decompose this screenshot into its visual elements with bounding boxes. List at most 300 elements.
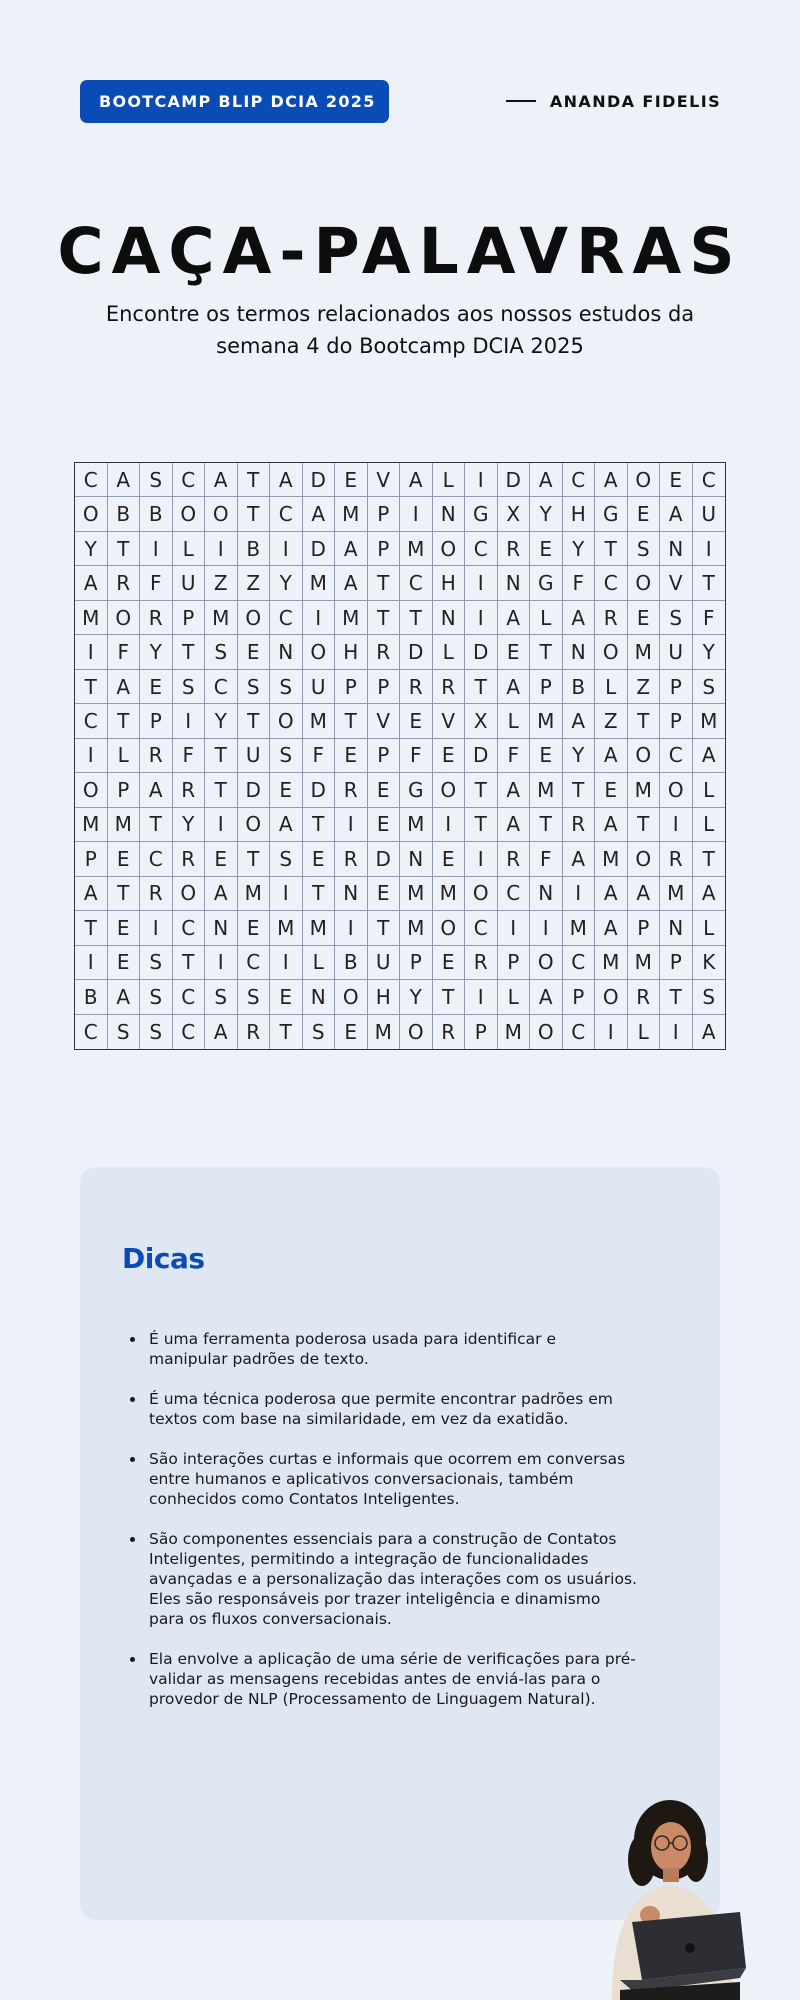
tip-text: É uma ferramenta poderosa usada para identificar e manipular padrões de texto. [149,1330,557,1368]
grid-cell: T [238,704,271,738]
grid-cell: O [628,739,661,773]
grid-cell: L [693,773,726,807]
grid-cell: T [270,1015,303,1049]
grid-cell: S [270,842,303,876]
grid-cell: V [368,704,401,738]
grid-cell: R [140,601,173,635]
bullet-icon [130,1537,135,1542]
grid-cell: E [433,842,466,876]
grid-cell: E [628,601,661,635]
grid-cell: D [400,635,433,669]
tip-text: São interações curtas e informais que ocorrem em conversas entre humanos e aplicativos conversacionais, também conhecidos como Contatos Inteligentes. [149,1450,626,1508]
grid-cell: I [335,911,368,945]
grid-cell: I [270,946,303,980]
grid-cell: I [595,1015,628,1049]
grid-cell: M [660,877,693,911]
tip-text: São componentes essenciais para a construção de Contatos Inteligentes, permitindo a integração de funcionalidades avançadas e a personalização das interações com os usuários. Eles são responsáveis por trazer inteligência e dinamismo para os fluxos conversacionais. [149,1530,637,1628]
grid-cell: S [140,946,173,980]
grid-cell: N [335,877,368,911]
grid-cell: C [270,497,303,531]
grid-cell: P [335,670,368,704]
grid-cell: N [660,532,693,566]
grid-cell: Y [530,497,563,531]
grid-cell: M [335,497,368,531]
grid-cell: G [400,773,433,807]
grid-cell: U [660,635,693,669]
grid-cell: O [595,980,628,1014]
grid-cell: R [563,808,596,842]
grid-cell: D [303,773,336,807]
grid-cell: M [400,911,433,945]
presenter-photo [590,1790,750,2000]
grid-cell: S [238,670,271,704]
grid-cell: O [173,877,206,911]
grid-cell: C [563,463,596,497]
grid-cell: S [140,463,173,497]
grid-cell: S [270,670,303,704]
grid-cell: P [563,980,596,1014]
grid-cell: R [140,739,173,773]
grid-cell: L [173,532,206,566]
grid-cell: P [530,670,563,704]
grid-cell: Z [238,566,271,600]
grid-cell: M [400,808,433,842]
grid-cell: A [205,463,238,497]
bootcamp-badge: BOOTCAMP BLIP DCIA 2025 [80,80,389,123]
grid-cell: A [270,808,303,842]
grid-cell: F [400,739,433,773]
grid-cell: I [75,739,108,773]
grid-cell: O [660,773,693,807]
author-name: ANANDA FIDELIS [549,91,721,111]
grid-cell: R [498,842,531,876]
grid-cell: C [205,670,238,704]
grid-cell: A [335,532,368,566]
grid-cell: O [335,980,368,1014]
grid-cell: E [335,463,368,497]
grid-cell: Y [563,532,596,566]
grid-cell: I [465,980,498,1014]
grid-cell: A [303,497,336,531]
tips-title: Dicas [122,1242,205,1275]
grid-cell: R [400,670,433,704]
grid-cell: M [498,1015,531,1049]
grid-cell: E [238,911,271,945]
grid-cell: A [563,704,596,738]
grid-cell: E [368,773,401,807]
grid-cell: N [530,877,563,911]
grid-cell: G [465,497,498,531]
grid-cell: A [628,877,661,911]
grid-cell: D [303,463,336,497]
grid-cell: C [173,911,206,945]
grid-cell: T [205,739,238,773]
grid-cell: I [303,601,336,635]
grid-cell: I [465,566,498,600]
grid-cell: I [465,601,498,635]
grid-cell: P [75,842,108,876]
grid-cell: I [498,911,531,945]
grid-cell: A [563,842,596,876]
grid-cell: O [433,532,466,566]
grid-cell: H [433,566,466,600]
tip-item [149,1649,639,1709]
grid-cell: A [563,601,596,635]
grid-cell: T [530,808,563,842]
grid-cell: D [303,532,336,566]
grid-cell: O [173,497,206,531]
grid-cell: O [595,635,628,669]
apple-logo-icon [685,1943,695,1953]
grid-cell: A [140,773,173,807]
grid-cell: R [335,842,368,876]
grid-cell: M [303,566,336,600]
grid-cell: L [303,946,336,980]
grid-cell: V [433,704,466,738]
grid-cell: T [660,980,693,1014]
grid-cell: M [270,911,303,945]
grid-cell: O [465,877,498,911]
grid-cell: R [238,1015,271,1049]
grid-cell: X [465,704,498,738]
grid-cell: R [173,842,206,876]
grid-cell: I [75,635,108,669]
grid-cell: A [108,670,141,704]
grid-cell: T [693,566,726,600]
grid-cell: R [335,773,368,807]
grid-cell: O [530,1015,563,1049]
grid-cell: F [693,601,726,635]
grid-cell: O [530,946,563,980]
grid-cell: O [205,497,238,531]
grid-cell: M [595,842,628,876]
grid-cell: I [660,1015,693,1049]
grid-cell: Y [173,808,206,842]
grid-cell: T [530,635,563,669]
grid-cell: T [303,808,336,842]
grid-cell: C [400,566,433,600]
grid-cell: I [530,911,563,945]
grid-cell: C [238,946,271,980]
grid-cell: P [108,773,141,807]
grid-cell: G [595,497,628,531]
grid-cell: F [173,739,206,773]
grid-cell: B [563,670,596,704]
grid-cell: T [173,635,206,669]
grid-cell: B [140,497,173,531]
grid-cell: O [628,463,661,497]
grid-cell: O [108,601,141,635]
grid-cell: G [530,566,563,600]
grid-cell: A [595,808,628,842]
grid-cell: I [270,532,303,566]
grid-cell: C [563,946,596,980]
grid-cell: H [335,635,368,669]
grid-cell: I [693,532,726,566]
grid-cell: N [205,911,238,945]
grid-cell: Y [693,635,726,669]
grid-cell: A [75,566,108,600]
grid-cell: C [173,980,206,1014]
grid-cell: B [335,946,368,980]
grid-cell: L [433,635,466,669]
grid-cell: U [238,739,271,773]
author-block [506,90,721,112]
grid-cell: I [173,704,206,738]
grid-cell: H [368,980,401,1014]
grid-cell: E [498,635,531,669]
bullet-icon [130,1397,135,1402]
grid-cell: L [530,601,563,635]
grid-cell: T [108,877,141,911]
grid-cell: S [660,601,693,635]
grid-cell: D [368,842,401,876]
grid-cell: A [108,980,141,1014]
grid-cell: T [173,946,206,980]
grid-cell: M [303,704,336,738]
grid-cell: M [595,946,628,980]
grid-cell: U [368,946,401,980]
grid-cell: U [303,670,336,704]
grid-cell: F [563,566,596,600]
grid-cell: D [238,773,271,807]
grid-cell: C [498,877,531,911]
grid-cell: V [660,566,693,600]
grid-cell: L [628,1015,661,1049]
tip-item [149,1449,639,1509]
tip-item [149,1529,639,1629]
grid-cell: M [433,877,466,911]
grid-cell: A [205,1015,238,1049]
grid-cell: L [498,704,531,738]
grid-cell: P [400,946,433,980]
grid-cell: Z [595,704,628,738]
grid-cell: N [660,911,693,945]
grid-cell: T [465,773,498,807]
grid-cell: C [465,532,498,566]
grid-cell: E [530,532,563,566]
tips-list [149,1329,639,1729]
grid-cell: I [75,946,108,980]
tip-item [149,1389,639,1429]
grid-cell: P [368,739,401,773]
grid-cell: T [465,808,498,842]
grid-cell: I [335,808,368,842]
grid-cell: O [433,911,466,945]
grid-cell: L [498,980,531,1014]
grid-cell: R [140,877,173,911]
grid-cell: M [530,773,563,807]
grid-cell: F [530,842,563,876]
grid-cell: T [400,601,433,635]
grid-cell: R [433,1015,466,1049]
grid-cell: T [335,704,368,738]
grid-cell: C [75,463,108,497]
grid-cell: I [660,808,693,842]
grid-cell: P [140,704,173,738]
grid-cell: I [465,842,498,876]
grid-cell: S [140,980,173,1014]
grid-cell: A [400,463,433,497]
grid-cell: O [238,808,271,842]
grid-cell: A [498,670,531,704]
grid-cell: I [563,877,596,911]
grid-cell: T [238,497,271,531]
grid-cell: M [628,635,661,669]
grid-cell: M [530,704,563,738]
grid-cell: I [270,877,303,911]
grid-cell: O [75,773,108,807]
grid-cell: A [530,463,563,497]
grid-cell: P [465,1015,498,1049]
grid-cell: Y [75,532,108,566]
grid-cell: T [303,877,336,911]
grid-cell: U [173,566,206,600]
grid-cell: Y [205,704,238,738]
grid-cell: T [75,911,108,945]
grid-cell: S [238,980,271,1014]
grid-cell: E [205,842,238,876]
page-title: CAÇA-PALAVRAS [57,215,743,288]
author-divider [506,100,536,102]
grid-cell: A [498,773,531,807]
grid-cell: E [400,704,433,738]
grid-cell: T [433,980,466,1014]
grid-cell: V [368,463,401,497]
grid-cell: A [75,877,108,911]
grid-cell: F [140,566,173,600]
grid-cell: D [465,739,498,773]
grid-cell: N [400,842,433,876]
grid-cell: T [140,808,173,842]
grid-cell: A [270,463,303,497]
grid-cell: S [205,980,238,1014]
grid-cell: Z [205,566,238,600]
grid-cell: A [335,566,368,600]
grid-cell: M [400,877,433,911]
grid-cell: H [563,497,596,531]
grid-cell: A [108,463,141,497]
grid-cell: E [335,1015,368,1049]
grid-cell: L [595,670,628,704]
grid-cell: T [693,842,726,876]
grid-cell: T [368,566,401,600]
grid-cell: E [270,980,303,1014]
grid-cell: P [660,946,693,980]
grid-cell: L [108,739,141,773]
neck-shape [663,1868,679,1882]
grid-cell: M [693,704,726,738]
grid-cell: Y [140,635,173,669]
grid-cell: A [530,980,563,1014]
grid-cell: I [400,497,433,531]
tip-text: É uma técnica poderosa que permite encontrar padrões em textos com base na similaridade, em vez da exatidão. [149,1390,613,1428]
grid-cell: Y [563,739,596,773]
grid-cell: M [563,911,596,945]
grid-cell: M [75,601,108,635]
grid-cell: M [205,601,238,635]
grid-cell: S [303,1015,336,1049]
grid-cell: S [108,1015,141,1049]
grid-cell: Y [270,566,303,600]
grid-cell: D [498,463,531,497]
grid-cell: E [595,773,628,807]
grid-cell: P [498,946,531,980]
grid-cell: N [433,497,466,531]
grid-cell: E [108,842,141,876]
grid-cell: D [465,635,498,669]
grid-cell: M [628,946,661,980]
grid-cell: C [75,704,108,738]
grid-cell: E [238,635,271,669]
grid-cell: P [628,911,661,945]
grid-cell: A [595,911,628,945]
grid-cell: M [368,1015,401,1049]
grid-cell: R [595,601,628,635]
grid-cell: N [303,980,336,1014]
grid-cell: T [368,601,401,635]
bullet-icon [130,1657,135,1662]
grid-cell: C [140,842,173,876]
grid-cell: O [400,1015,433,1049]
grid-cell: E [303,842,336,876]
grid-cell: M [400,532,433,566]
grid-cell: C [270,601,303,635]
grid-cell: S [173,670,206,704]
grid-cell: O [270,704,303,738]
grid-cell: B [238,532,271,566]
grid-cell: A [595,739,628,773]
grid-cell: M [303,911,336,945]
grid-cell: A [205,877,238,911]
page-subtitle: Encontre os termos relacionados aos nossos estudos da semana 4 do Bootcamp DCIA 2025 [105,302,695,358]
grid-cell: R [465,946,498,980]
grid-cell: P [368,497,401,531]
grid-cell: S [693,980,726,1014]
grid-cell: N [498,566,531,600]
grid-cell: T [368,911,401,945]
tip-text: Ela envolve a aplicação de uma série de verificações para pré-validar as mensagens recebidas antes de enviá-las para o provedor de NLP (Processamento de Linguagem Natural). [149,1650,636,1708]
grid-cell: R [173,773,206,807]
grid-cell: N [270,635,303,669]
grid-cell: A [595,877,628,911]
grid-cell: F [108,635,141,669]
grid-cell: U [693,497,726,531]
grid-cell: A [693,877,726,911]
grid-cell: T [595,532,628,566]
grid-cell: I [465,463,498,497]
grid-cell: T [238,842,271,876]
grid-cell: A [660,497,693,531]
grid-cell: E [660,463,693,497]
grid-cell: C [173,1015,206,1049]
grid-cell: K [693,946,726,980]
grid-cell: A [498,601,531,635]
grid-cell: X [498,497,531,531]
grid-cell: E [530,739,563,773]
grid-cell: L [693,911,726,945]
grid-cell: F [303,739,336,773]
grid-cell: E [433,946,466,980]
grid-cell: E [108,911,141,945]
grid-cell: T [628,808,661,842]
grid-cell: A [693,739,726,773]
tip-item [149,1329,639,1369]
grid-cell: E [368,877,401,911]
grid-cell: I [205,946,238,980]
grid-cell: R [628,980,661,1014]
grid-cell: C [660,739,693,773]
